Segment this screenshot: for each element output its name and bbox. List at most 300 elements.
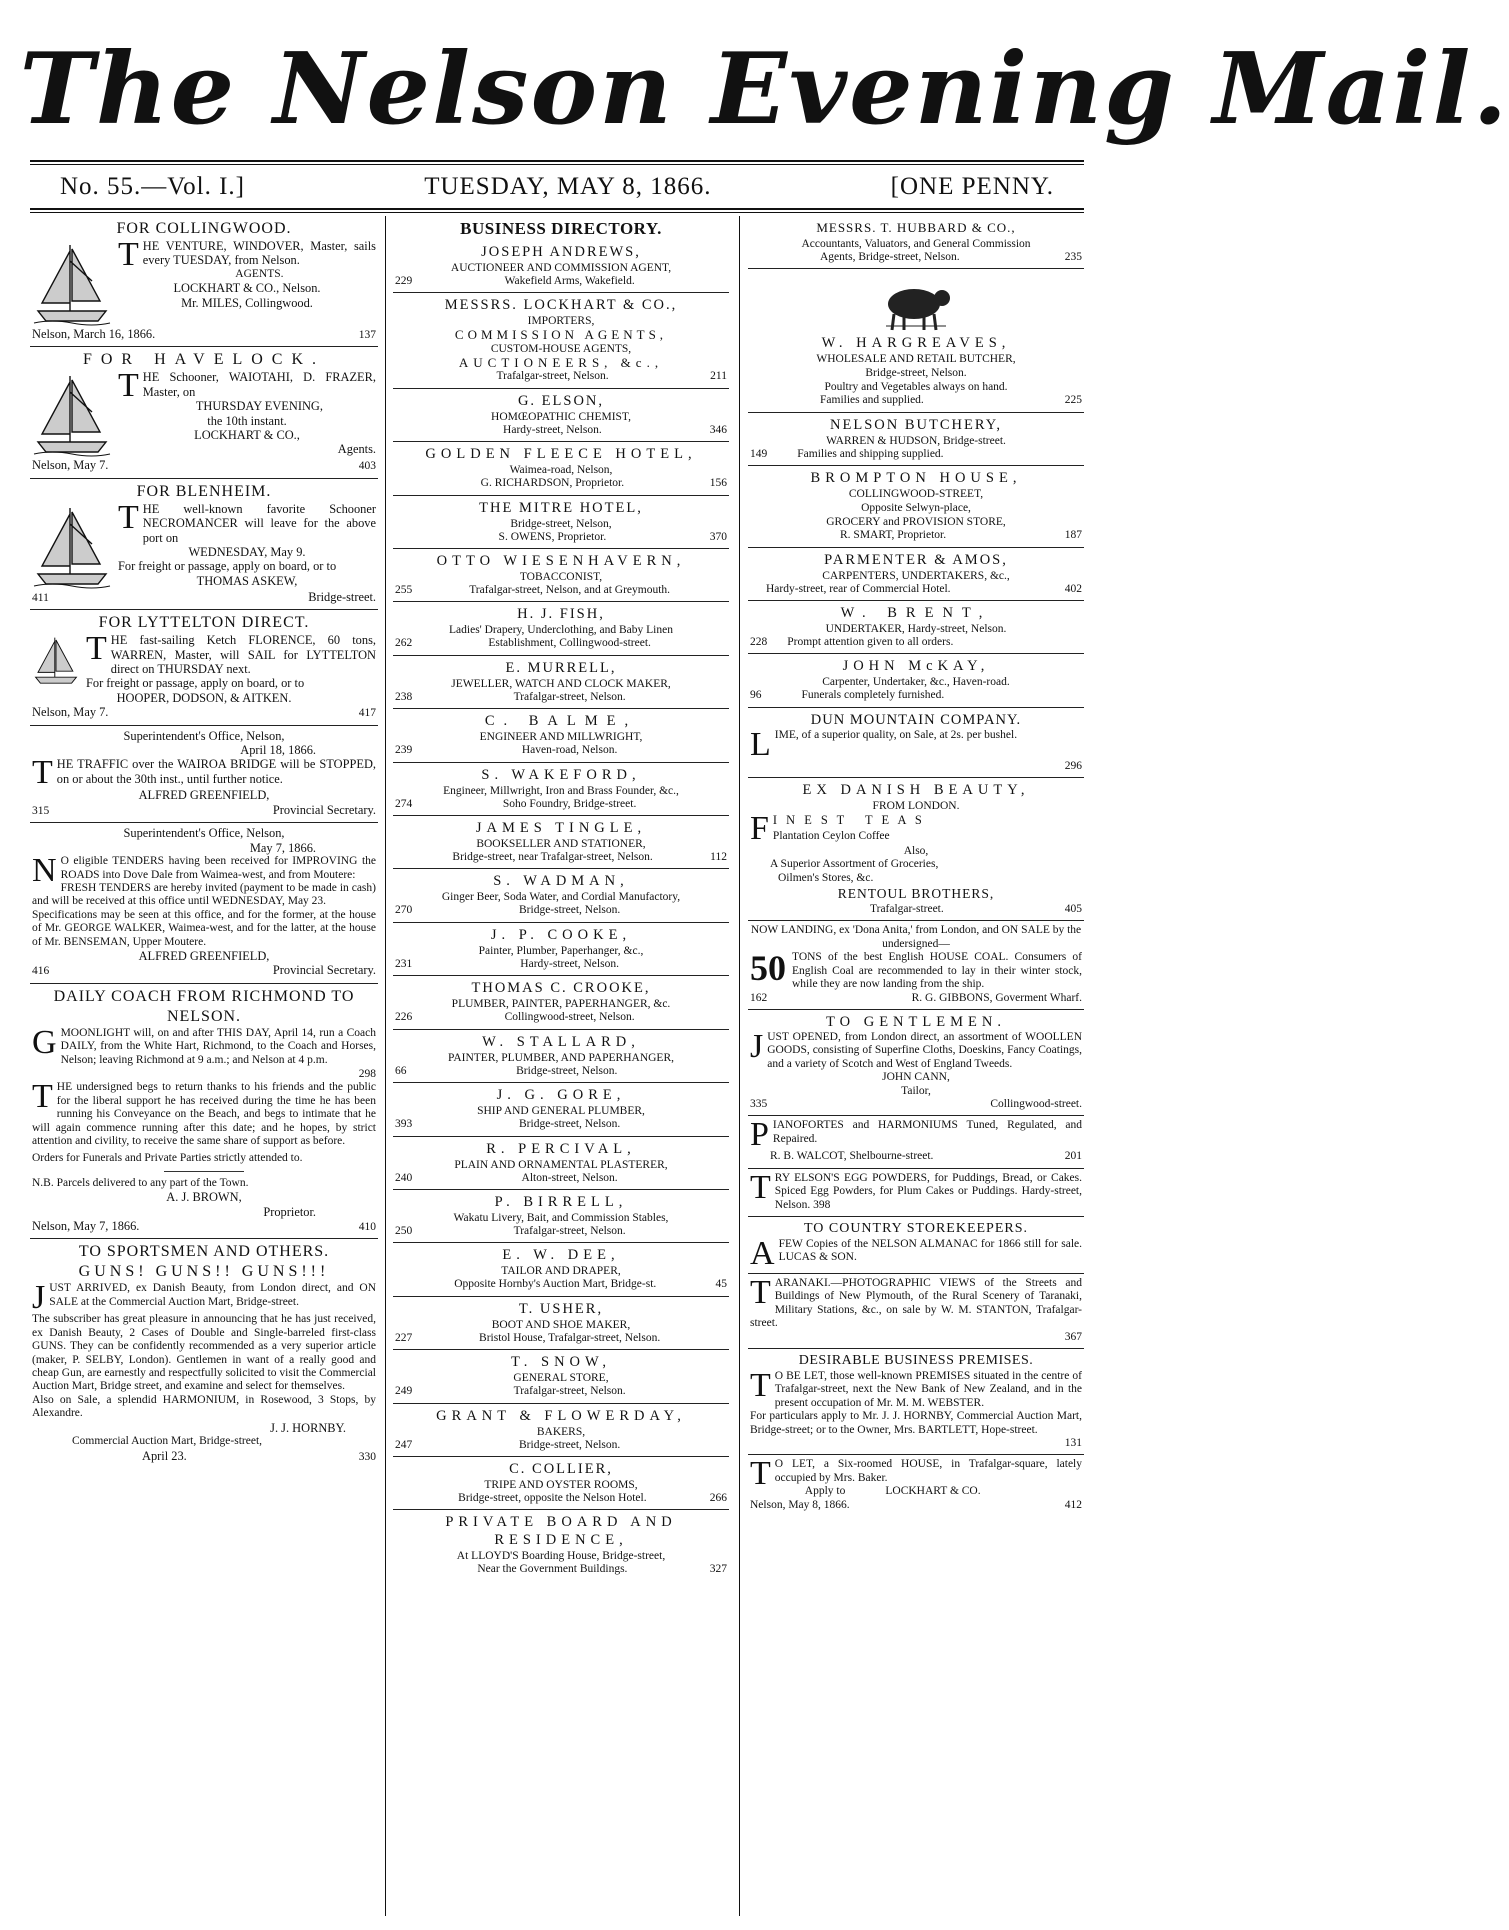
directory-entry-line: Ladies' Drapery, Underclothing, and Baby Linen	[449, 624, 673, 637]
directory-entry	[393, 1510, 729, 1580]
directory-entry	[393, 869, 729, 922]
drop-cap: T	[32, 754, 53, 792]
ad-body: ARANAKI.—PHOTOGRAPHIC VIEWS of the Streets and Buildings of New Plymouth, of the Rural Scenery of Taranaki, Military Stations, &c., on sale by W. M. STANTON, Trafalgar-street.	[750, 1276, 1082, 1330]
ad-heading: FOR BLENHEIM.	[136, 482, 272, 500]
ad-havelock	[30, 347, 378, 478]
notice-sign: ALFRED GREENFIELD,	[138, 788, 270, 803]
ad-line: CARPENTERS, UNDERTAKERS, &c.,	[822, 569, 1010, 582]
directory-entry-address: S. OWENS, Proprietor.	[498, 530, 607, 543]
ad-body: Also on Sale, a splendid HARMONIUM, in Rosewood, 3 Stops, by Alexandre.	[32, 1393, 376, 1420]
notice-body: FRESH TENDERS are hereby invited (payment to be made in cash) and will be received at this office until WEDNESDAY, May 23.	[32, 881, 376, 908]
ad-nelson-butchery	[748, 413, 1084, 466]
ad-number: 235	[1064, 251, 1082, 263]
directory-entry-line: PLUMBER, PAINTER, PAPERHANGER, &c.	[451, 998, 671, 1011]
directory-entry-line: AUCTIONEERS, &c.,	[458, 355, 664, 371]
ad-body: HE well-known favorite Schooner NECROMANCER will leave for the above port on	[142, 501, 376, 545]
directory-entry-line: BOOT AND SHOE MAKER,	[491, 1318, 631, 1331]
directory-entry-address: Trafalgar-street, Nelson.	[513, 690, 626, 703]
directory-entry-name: R. PERCIVAL,	[486, 1140, 636, 1157]
ad-subheading: GUNS! GUNS!! GUNS!!!	[78, 1263, 330, 1281]
directory-entry-number: 346	[709, 423, 727, 436]
ad-date: Nelson, March 16, 1866.	[32, 327, 156, 341]
ad-sign: JOHN CANN,	[882, 1071, 950, 1084]
ad-pianofortes	[748, 1116, 1084, 1168]
ad-number: 187	[1064, 529, 1082, 542]
ad-blenheim	[30, 479, 378, 610]
ad-country-storekeepers	[748, 1217, 1084, 1274]
notice-line: May 7, 1866.	[249, 840, 316, 855]
ad-sign: R. G. GIBBONS, Goverment Wharf.	[911, 991, 1082, 1004]
directory-entry-line: BOOKSELLER AND STATIONER,	[476, 838, 646, 851]
directory-entry	[393, 549, 729, 602]
ad-line: HOOPER, DODSON, & AITKEN.	[116, 690, 292, 705]
ad-line: NOW LANDING, ex 'Dona Anita,' from London, and ON SALE by the undersigned—	[750, 924, 1082, 950]
ad-line: Plantation Ceylon Coffee	[772, 829, 890, 842]
ad-number: 137	[358, 329, 376, 341]
ad-heading: DESIRABLE BUSINESS PREMISES.	[798, 1353, 1034, 1368]
directory-entry	[393, 976, 729, 1029]
ad-hubbard	[748, 216, 1084, 269]
directory-entry-number: 229	[395, 275, 413, 287]
directory-entry-name: T. USHER,	[518, 1300, 604, 1317]
notice-title: Provincial Secretary.	[272, 963, 376, 978]
ad-address: Bridge-street.	[308, 589, 376, 604]
directory-entry-number: 327	[709, 1563, 727, 1576]
directory-entry-line: Ginger Beer, Soda Water, and Cordial Manufactory,	[441, 891, 681, 904]
ad-number: 330	[358, 1450, 376, 1463]
notice-body: HE TRAFFIC over the WAIROA BRIDGE will be STOPPED, on or about the 30th inst., until further notice.	[56, 757, 376, 786]
ad-heading: MESSRS. T. HUBBARD & CO.,	[816, 220, 1016, 235]
directory-entry-number: 112	[710, 851, 727, 864]
notice-wairoa-bridge	[30, 726, 378, 824]
directory-entry-address: Haven-road, Nelson.	[521, 744, 618, 757]
directory-entry-address: Opposite Hornby's Auction Mart, Bridge-st.	[454, 1278, 657, 1291]
ad-line: WARREN & HUDSON, Bridge-street.	[826, 434, 1006, 447]
directory-entry-name: JOSEPH ANDREWS,	[481, 244, 641, 260]
directory-entry-name: THOMAS C. CROOKE,	[471, 980, 651, 997]
directory-entry-address: Bristol House, Trafalgar-street, Nelson.	[479, 1331, 661, 1344]
ad-heading: NELSON BUTCHERY,	[830, 416, 1002, 433]
ad-guns	[30, 1239, 378, 1467]
directory-entry-line: Bridge-street, Nelson,	[510, 517, 612, 530]
directory-entry-number: 227	[395, 1331, 413, 1344]
directory-entry	[393, 1243, 729, 1296]
ad-line: Agents.	[337, 442, 376, 457]
ad-address: Collingwood-street.	[990, 1097, 1082, 1110]
ad-number: 201	[1064, 1150, 1082, 1163]
ad-number: 417	[358, 707, 376, 720]
directory-heading: BUSINESS DIRECTORY.	[460, 219, 662, 238]
ad-number: 162	[750, 991, 768, 1004]
directory-entry-line: BAKERS,	[536, 1425, 586, 1438]
ad-egg-powders	[748, 1169, 1084, 1217]
dateline-rule-thin	[30, 212, 1084, 213]
directory-entry-line: HOMŒOPATHIC CHEMIST,	[491, 410, 631, 423]
ad-line: Agents, Bridge-street, Nelson.	[820, 251, 960, 263]
notice-body: O eligible TENDERS having been received for IMPROVING the ROADS into Dove Dale from Waimea-west, and from Moutere:	[60, 855, 376, 881]
ad-line: Poultry and Vegetables always on hand.	[824, 381, 1008, 394]
directory-entry-line: GENERAL STORE,	[513, 1372, 609, 1385]
ad-heading: EX DANISH BEAUTY,	[802, 782, 1030, 799]
directory-entry-line: COMMISSION AGENTS,	[454, 327, 668, 343]
ad-heading: DUN MOUNTAIN COMPANY.	[810, 711, 1022, 728]
directory-entry	[393, 1190, 729, 1243]
masthead-rule-thin	[30, 164, 1084, 165]
ad-heading: W. HARGREAVES,	[821, 335, 1011, 352]
drop-cap: T	[32, 1078, 53, 1116]
directory-entry-number: 66	[395, 1064, 407, 1077]
directory-entry-address: Wakefield Arms, Wakefield.	[504, 275, 635, 287]
directory-entry-address: Trafalgar-street, Nelson.	[513, 1385, 626, 1398]
ad-business-premises	[748, 1349, 1084, 1455]
directory-entry-line: CUSTOM-HOUSE AGENTS,	[490, 343, 632, 356]
directory-entry-name: OTTO WIESENHAVERN,	[436, 553, 686, 570]
ad-body: FEW Copies of the NELSON ALMANAC for 1866 still for sale. LUCAS & SON.	[778, 1237, 1082, 1264]
ad-heading: DAILY COACH FROM RICHMOND TO NELSON.	[53, 987, 355, 1025]
ad-line: For freight or passage, apply on board, or to	[118, 559, 337, 574]
directory-entry	[393, 602, 729, 655]
directory-entry-address: Establishment, Collingwood-street.	[488, 637, 651, 650]
drop-cap: A	[750, 1234, 775, 1272]
sailing-ship-icon	[32, 241, 112, 327]
directory-entry-address: Bridge-street, Nelson.	[519, 1118, 621, 1131]
ad-heading: BROMPTON HOUSE,	[810, 470, 1022, 487]
directory-entry-name: C. BALME,	[484, 713, 638, 730]
directory-entry-line: IMPORTERS,	[527, 315, 595, 328]
directory-entry-line: AUCTIONEER AND COMMISSION AGENT,	[450, 262, 672, 274]
ad-line: GROCERY and PROVISION STORE,	[826, 516, 1006, 529]
ad-heading: TO COUNTRY STOREKEEPERS.	[803, 1220, 1029, 1236]
directory-entry	[393, 763, 729, 816]
ad-line: Carpenter, Undertaker, &c., Haven-road.	[822, 676, 1010, 689]
directory-entry-number: 231	[395, 957, 413, 970]
ad-parmenter	[748, 548, 1084, 601]
ad-sign: Proprietor.	[263, 1204, 316, 1219]
ad-date: Nelson, May 7, 1866.	[32, 1219, 140, 1234]
directory-entry	[393, 816, 729, 869]
ad-heading: W. BRENT,	[840, 605, 992, 622]
directory-entry-number: 211	[710, 370, 727, 383]
notice-line: Superintendent's Office, Nelson,	[123, 728, 285, 743]
directory-entry-address: Bridge-street, Nelson.	[519, 904, 621, 917]
ad-line: Bridge-street, Nelson.	[865, 367, 967, 380]
directory-entry-line: TRIPE AND OYSTER ROOMS,	[484, 1478, 638, 1491]
directory-entry-address: Bridge-street, Nelson.	[516, 1064, 618, 1077]
directory-entry-name: MESSRS. LOCKHART & CO.,	[444, 297, 678, 314]
ad-body: UST OPENED, from London direct, an assortment of WOOLLEN GOODS, consisting of Superfine Cloths, Doeskins, Fancy Coatings, and a variety of Scotch and West of England Tweeds.	[767, 1030, 1082, 1070]
drop-cap: J	[32, 1279, 46, 1317]
ad-body: N.B. Parcels delivered to any part of the Town.	[32, 1176, 249, 1189]
column-divider-1	[385, 216, 386, 1916]
ad-sign: Tailor,	[901, 1084, 931, 1097]
directory-entry-number: 156	[709, 477, 727, 490]
ad-heading: FOR HAVELOCK.	[82, 351, 326, 369]
directory-entry-name: E. W. DEE,	[502, 1247, 620, 1264]
ad-heading: TO GENTLEMEN.	[826, 1013, 1006, 1030]
ad-number: 398	[813, 1198, 831, 1211]
ad-heading: FOR COLLINGWOOD.	[116, 220, 292, 237]
directory-entry	[393, 1350, 729, 1403]
directory-entry	[393, 496, 729, 549]
ad-number: 403	[358, 460, 376, 473]
directory-entry-line: TOBACCONIST,	[519, 571, 603, 584]
directory-entry-number: 247	[395, 1438, 413, 1451]
directory-entry-line: ENGINEER AND MILLWRIGHT,	[479, 731, 643, 744]
ad-heading: PARMENTER & AMOS,	[824, 551, 1008, 568]
drop-cap: F	[750, 810, 769, 848]
ad-coal	[748, 921, 1084, 1009]
directory-entry-name: GOLDEN FLEECE HOTEL,	[425, 446, 697, 463]
newspaper-title: The Nelson Evening Mail.	[19, 32, 1509, 147]
ad-heading: TO SPORTSMEN AND OTHERS.	[78, 1243, 330, 1261]
directory-entry-name: W. STALLARD,	[482, 1033, 640, 1050]
ad-body: TONS of the best English HOUSE COAL. Consumers of English Coal are recommended to lay in their winter stock, while they are now landing from the ship.	[792, 951, 1082, 991]
directory-entry	[393, 442, 729, 495]
ad-date: April 23.	[142, 1448, 187, 1463]
ad-number: 296	[1064, 759, 1082, 772]
directory-entry-address: Near the Government Buildings.	[477, 1563, 628, 1576]
notice-line: April 18, 1866.	[240, 743, 316, 758]
ad-line: UNDERTAKER, Hardy-street, Nelson.	[825, 623, 1007, 636]
ad-body: For particulars apply to Mr. J. J. HORNBY, Commercial Auction Mart, Bridge-street; or to the Owner, Mrs. BARTLETT, Hope-street.	[750, 1410, 1082, 1436]
ad-gentlemen	[748, 1010, 1084, 1116]
drop-cap: T	[86, 630, 107, 668]
directory-entry-line: JEWELLER, WATCH AND CLOCK MAKER,	[451, 677, 671, 690]
ad-brompton-house	[748, 466, 1084, 547]
ad-line: THURSDAY EVENING,	[195, 399, 323, 414]
ad-big-number: 50	[750, 948, 786, 989]
directory-entry-number: 250	[395, 1224, 413, 1237]
ad-number: 225	[1064, 394, 1082, 407]
drop-cap: J	[750, 1027, 764, 1065]
ad-hargreaves	[748, 269, 1084, 412]
directory-entry-name: S. WADMAN,	[493, 873, 629, 890]
directory-entry-line: Waimea-road, Nelson,	[509, 464, 613, 477]
ad-body: Orders for Funerals and Private Parties strictly attended to.	[32, 1152, 303, 1165]
directory-list	[393, 240, 729, 1581]
directory-entry-address: Bridge-street, near Trafalgar-street, Nelson.	[452, 851, 653, 864]
ad-body: HE undersigned begs to return thanks to his friends and the public for the liberal support he has received during the time he has been running his Conveyance on the Beach, and begs to intimate that he will again commence running after this date; and he hopes, by strict attention and civility, to receive the same share of support as before.	[32, 1081, 376, 1147]
ad-line: FROM LONDON.	[872, 800, 960, 813]
notice-number: 315	[32, 804, 50, 817]
ad-sign: R. B. WALCOT, Shelbourne-street.	[770, 1150, 934, 1163]
ad-number: 228	[750, 636, 768, 649]
directory-entry	[393, 709, 729, 762]
directory-entry-address: Hardy-street, Nelson.	[520, 957, 619, 970]
ad-line: Families and shipping supplied.	[797, 447, 944, 460]
ad-agents-label: AGENTS.	[235, 267, 284, 280]
directory-entry-number: 239	[395, 744, 413, 757]
drop-cap: P	[750, 1116, 769, 1154]
ad-sign: A. J. BROWN,	[166, 1190, 242, 1205]
ad-taranaki	[748, 1274, 1084, 1349]
directory-entry-address: Collingwood-street, Nelson.	[504, 1011, 635, 1024]
ad-body: MOONLIGHT will, on and after THIS DAY, April 14, run a Coach DAILY, from the White Hart, Richmond, to the Coach and Horses, Nelson; leaving Richmond at 9 a.m.; and Nelson at 4 p.m.	[60, 1026, 376, 1066]
ad-line: LOCKHART & CO.,	[194, 428, 300, 443]
directory-entry-number: 45	[715, 1278, 727, 1291]
drop-cap: T	[118, 498, 139, 536]
directory-entry	[393, 240, 729, 293]
issue-date: TUESDAY, MAY 8, 1866.	[424, 173, 712, 200]
directory-entry-name: THE MITRE HOTEL,	[479, 499, 643, 516]
directory-entry	[393, 923, 729, 976]
drop-cap: T	[118, 367, 139, 405]
column-right	[748, 216, 1084, 1916]
ad-number: 402	[1064, 582, 1082, 595]
ad-agent: LOCKHART & CO., Nelson.	[173, 281, 321, 296]
directory-entry-name: H. J. FISH,	[517, 606, 605, 623]
ad-line: Apply to	[804, 1485, 846, 1498]
ad-heading: FOR LYTTELTON DIRECT.	[98, 614, 310, 632]
directory-entry-name: P. BIRRELL,	[494, 1193, 628, 1210]
directory-entry	[393, 1030, 729, 1083]
dateline	[30, 170, 1084, 204]
directory-entry-line: Engineer, Millwright, Iron and Brass Founder, &c.,	[443, 784, 679, 797]
ad-body: The subscriber has great pleasure in announcing that he has just received, ex Danish Beauty, 2 Cases of Double and Single-barreled first-class GUNS. They can be confidently recommended as a very superior article (maker, P. SELBY, London). Gentlemen in want of a really good and cheap Gun, are earnestly and respectfully solicited to visit the Commercial Auction Mart, Bridge street, and examine and select for themselves.	[32, 1313, 376, 1393]
notice-body: Specifications may be seen at this office, and for the former, at the house of Mr. GEORGE WALKER, Waimea-west, and for the latter, at the house of Mr. BENSEMAN, Upper Moutere.	[32, 908, 376, 948]
directory-entry-address: Trafalgar-street, Nelson.	[496, 370, 609, 383]
directory-entry-line: PLAIN AND ORNAMENTAL PLASTERER,	[454, 1158, 668, 1171]
ad-body: O BE LET, those well-known PREMISES situated in the centre of Trafalgar-street, next the New Bank of New Zealand, and in the present occupation of Mr. M. M. WEBSTER.	[774, 1370, 1082, 1409]
column-divider-2	[739, 216, 740, 1916]
ad-line: WEDNESDAY, May 9.	[188, 545, 306, 560]
ad-line: Funerals completely furnished.	[801, 689, 945, 702]
ad-body: IME, of a superior quality, on Sale, at 2s. per bushel.	[774, 728, 1018, 741]
issue-price: [ONE PENNY.	[890, 173, 1054, 200]
ad-body: HE VENTURE, WINDOVER, Master, sails every TUESDAY, from Nelson.	[142, 239, 376, 268]
ad-number: 411	[32, 591, 49, 604]
ad-line: Oilmen's Stores, &c.	[778, 871, 874, 884]
notice-line: Superintendent's Office, Nelson,	[123, 826, 285, 841]
ad-line: Prompt attention given to all orders.	[787, 636, 954, 649]
directory-entry-name: T. SNOW,	[510, 1354, 612, 1371]
notice-number: 416	[32, 965, 50, 978]
ad-lyttelton	[30, 610, 378, 725]
ad-line: Opposite Selwyn-place,	[861, 502, 971, 515]
directory-entry-address: G. RICHARDSON, Proprietor.	[480, 477, 625, 490]
notice-title: Provincial Secretary.	[272, 802, 376, 817]
ad-body: IANOFORTES and HARMONIUMS Tuned, Regulated, and Repaired.	[772, 1119, 1082, 1145]
ad-body: HE Schooner, WAIOTAHI, D. FRAZER, Master, on	[142, 370, 376, 399]
directory-entry-number: 274	[395, 797, 413, 810]
ad-number: 405	[1064, 903, 1082, 916]
directory-entry-address: Hardy-street, Nelson.	[503, 423, 602, 436]
directory-entry-number: 370	[709, 530, 727, 543]
directory-entry-address: Bridge-street, opposite the Nelson Hotel.	[458, 1491, 647, 1504]
masthead-rule-top	[30, 160, 1084, 162]
ad-danish-beauty	[748, 778, 1084, 921]
ad-line: A Superior Assortment of Groceries,	[770, 858, 939, 871]
directory-entry-line: Wakatu Livery, Bait, and Commission Stables,	[453, 1211, 669, 1224]
sheep-icon	[876, 278, 956, 332]
ad-date: Nelson, May 7.	[32, 458, 109, 473]
directory-entry-number: 238	[395, 690, 413, 703]
directory-entry-name: JAMES TINGLE,	[475, 820, 647, 837]
ad-line: Also,	[903, 845, 929, 858]
ad-line: I N E S T T E A S	[772, 813, 925, 828]
ad-number: 335	[750, 1097, 768, 1110]
ad-line: THOMAS ASKEW,	[196, 573, 298, 588]
directory-entry-address: Soho Foundry, Bridge-street.	[502, 797, 637, 810]
ad-line: Families and supplied.	[820, 394, 924, 407]
directory-entry-line: SHIP AND GENERAL PLUMBER,	[477, 1105, 645, 1118]
ad-line: Commercial Auction Mart, Bridge-street,	[72, 1435, 263, 1448]
directory-entry-name: C. COLLIER,	[509, 1460, 613, 1477]
ad-line: Accountants, Valuators, and General Commission	[801, 238, 1031, 250]
directory-entry-name: GRANT & FLOWERDAY,	[436, 1407, 686, 1424]
ad-body: UST ARRIVED, ex Danish Beauty, from London direct, and ON SALE at the Commercial Auction Mart, Bridge-street.	[49, 1282, 376, 1308]
ad-sign: J. J. HORNBY.	[270, 1420, 346, 1435]
notice-tenders	[30, 823, 378, 983]
ad-line: WHOLESALE AND RETAIL BUTCHER,	[816, 353, 1016, 366]
directory-entry-name: PRIVATE BOARD AND RESIDENCE,	[445, 1514, 677, 1549]
directory-entry-name: J. G. GORE,	[496, 1087, 626, 1104]
ad-body: O LET, a Six-roomed HOUSE, in Trafalgar-square, lately occupied by Mrs. Baker.	[774, 1458, 1082, 1484]
ad-line: the 10th instant.	[207, 413, 287, 428]
ad-collingwood	[30, 216, 378, 347]
sailing-ship-icon	[32, 372, 112, 458]
directory-entry-number: 266	[709, 1491, 727, 1504]
ad-line: Hardy-street, rear of Commercial Hotel.	[766, 582, 951, 595]
directory-entry-line: PAINTER, PLUMBER, AND PAPERHANGER,	[448, 1051, 674, 1064]
ad-number: 149	[750, 447, 768, 460]
ad-daily-coach	[30, 984, 378, 1240]
divider	[164, 1171, 244, 1172]
directory-entry	[393, 1297, 729, 1350]
directory-entry	[393, 1083, 729, 1136]
ad-number: 131	[1064, 1437, 1082, 1450]
directory-entry	[393, 656, 729, 709]
ad-body: HE fast-sailing Ketch FLORENCE, 60 tons, WARREN, Master, will SAIL for LYTTELTON direct on THURSDAY next.	[110, 633, 376, 677]
ad-brent	[748, 601, 1084, 654]
directory-entry-name: E. MURRELL,	[505, 659, 617, 676]
ad-number: 298	[358, 1067, 376, 1080]
sailing-ship-icon	[32, 635, 80, 687]
directory-entry-number: 226	[395, 1011, 413, 1024]
directory-entry-name: G. ELSON,	[517, 392, 605, 409]
directory-entry	[393, 389, 729, 442]
drop-cap: L	[750, 725, 771, 763]
drop-cap: T	[750, 1367, 771, 1404]
ad-number: 410	[358, 1221, 376, 1234]
ad-date: Nelson, May 8, 1866.	[750, 1498, 850, 1511]
drop-cap: T	[118, 236, 139, 273]
ad-date: Nelson, May 7.	[32, 705, 109, 720]
ad-house-to-let	[748, 1455, 1084, 1516]
ad-address: Trafalgar-street.	[870, 903, 944, 916]
ad-number: 412	[1064, 1498, 1082, 1511]
column-business-directory	[393, 216, 729, 1916]
directory-entry-number: 393	[395, 1118, 413, 1131]
ad-line: COLLINGWOOD-STREET,	[848, 488, 984, 501]
ad-heading: JOHN McKAY,	[842, 658, 990, 675]
ad-agent: Mr. MILES, Collingwood.	[181, 295, 313, 310]
ad-line: For freight or passage, apply on board, or to	[86, 676, 305, 691]
ad-number: 96	[750, 689, 762, 702]
directory-entry-number: 270	[395, 904, 413, 917]
directory-entry-address: Bridge-street, Nelson.	[519, 1438, 621, 1451]
column-left	[30, 216, 378, 1916]
directory-entry	[393, 1457, 729, 1510]
ad-number: 367	[1064, 1330, 1082, 1343]
dateline-rule	[30, 208, 1084, 210]
directory-entry-number: 249	[395, 1385, 413, 1398]
directory-entry	[393, 1404, 729, 1457]
directory-entry-address: Trafalgar-street, Nelson, and at Greymouth.	[469, 584, 671, 597]
drop-cap: N	[32, 852, 57, 890]
directory-entry-number: 262	[395, 637, 413, 650]
ad-sign: RENTOUL BROTHERS,	[837, 886, 995, 902]
